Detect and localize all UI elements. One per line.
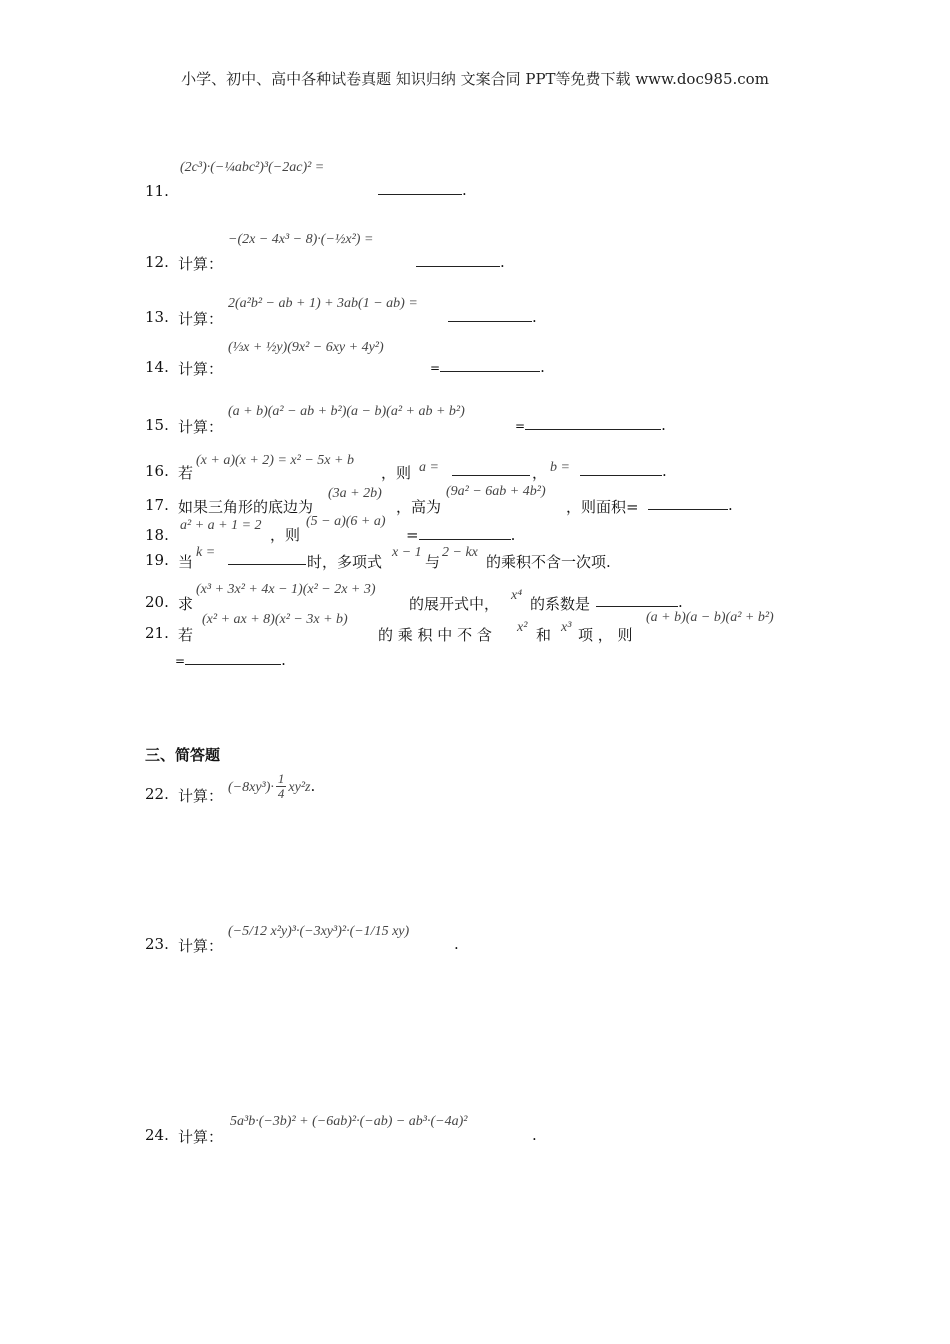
question-text: ，则 (381, 464, 412, 482)
question-math: (5 − a)(6 + a) (306, 514, 386, 529)
question-number: 24. (145, 1126, 169, 1144)
question-math: x⁴ (511, 588, 523, 603)
question-number: 17. (145, 496, 169, 514)
question-math: a = (419, 460, 439, 475)
question-text: 的乘积不含一次项. (486, 553, 611, 571)
page-header: 小学、初中、高中各种试卷真题 知识归纳 文案合同 PPT等免费下载 www.doc985.com (181, 70, 769, 88)
question-text: 的展开式中， (409, 595, 500, 613)
question-math: (⅓x + ½y)(9x² − 6xy + 4y²) (228, 340, 384, 355)
question-number: 23. (145, 935, 169, 953)
question-math: (−5/12 x²y)³·(−3xy³)²·(−1/15 xy) (228, 924, 410, 939)
question-math: (2c³)·(−¼abc²)³(−2ac)² = (180, 160, 325, 175)
answer-blank[interactable]: . (378, 180, 467, 199)
question-label: 求 (178, 595, 194, 613)
question-text: 和 (536, 626, 552, 644)
question-math: 2 − kx (442, 545, 478, 560)
question-text: 与 (425, 553, 441, 571)
question-math: (x + a)(x + 2) = x² − 5x + b (196, 453, 354, 468)
question-math: −(2x − 4x³ − 8)·(−½x²) = (228, 232, 374, 247)
question-text: 项 ， 则 (578, 626, 633, 644)
question-math: 2(a²b² − ab + 1) + 3ab(1 − ab) = (228, 296, 418, 311)
question-text: 的 乘 积 中 不 含 (378, 626, 492, 644)
question-number: 15. (145, 416, 169, 434)
question-text: . (454, 935, 459, 953)
answer-blank[interactable]: = . (430, 358, 545, 376)
question-math: b = (550, 460, 570, 475)
question-math: (a + b)(a² − ab + b²)(a − b)(a² + ab + b²) (228, 404, 465, 419)
question-number: 12. (145, 253, 169, 271)
question-math: (x³ + 3x² + 4x − 1)(x² − 2x + 3) (196, 582, 376, 597)
question-number: 16. (145, 462, 169, 480)
answer-blank[interactable]: = . (515, 416, 666, 434)
question-math: k = (196, 545, 216, 560)
answer-blank[interactable]: . (596, 592, 683, 611)
question-number: 14. (145, 358, 169, 376)
question-text: . (532, 1126, 537, 1144)
question-number: 22. (145, 785, 169, 803)
question-number: 20. (145, 593, 169, 611)
question-number: 13. (145, 308, 169, 326)
question-math: a² + a + 1 = 2 (180, 518, 262, 533)
answer-blank[interactable]: = . (175, 651, 286, 669)
question-math: x² (517, 620, 528, 635)
question-math: (x² + ax + 8)(x² − 3x + b) (202, 612, 348, 627)
answer-blank[interactable] (228, 550, 306, 569)
answer-blank[interactable]: . (416, 252, 505, 271)
question-label: 计算： (178, 255, 224, 273)
question-number: 18. (145, 526, 169, 544)
question-label: 当 (178, 553, 194, 571)
question-label: 计算： (178, 310, 224, 328)
answer-blank-b[interactable]: . (580, 461, 667, 480)
question-label: 计算： (178, 1128, 224, 1146)
question-label: 计算： (178, 360, 224, 378)
answer-blank[interactable]: . (448, 307, 537, 326)
question-label: 若 (178, 626, 194, 644)
answer-blank[interactable]: = . (406, 526, 516, 544)
question-math: (−8xy³)· $\frac{1}{4}$ xy²z. (228, 771, 316, 801)
section-title: 三、简答题 (145, 746, 221, 764)
answer-blank-a[interactable] (452, 461, 530, 480)
question-text: 的系数是 (530, 595, 591, 613)
question-math: (3a + 2b) (328, 486, 382, 501)
question-text: ，高为 (396, 498, 442, 516)
answer-blank[interactable]: . (648, 495, 733, 514)
question-label: 计算： (178, 937, 224, 955)
question-math: (9a² − 6ab + 4b²) (446, 484, 546, 499)
question-number: 21. (145, 624, 169, 642)
question-number: 11. (145, 182, 169, 200)
question-text: ，则 (270, 526, 301, 544)
question-math: x³ (561, 620, 572, 635)
question-label: 计算： (178, 418, 224, 436)
question-text: 时，多项式 (307, 553, 383, 571)
question-math: (a + b)(a − b)(a² + b²) (646, 610, 774, 625)
question-label: 计算： (178, 787, 224, 805)
question-label: 如果三角形的底边为 (178, 498, 314, 516)
question-text: ， (532, 464, 548, 482)
question-math: x − 1 (392, 545, 422, 560)
question-label: 若 (178, 464, 194, 482)
question-math: 5a³b·(−3b)² + (−6ab)²·(−ab) − ab³·(−4a)² (230, 1114, 468, 1129)
question-text: ，则面积= (566, 498, 639, 516)
question-number: 19. (145, 551, 169, 569)
